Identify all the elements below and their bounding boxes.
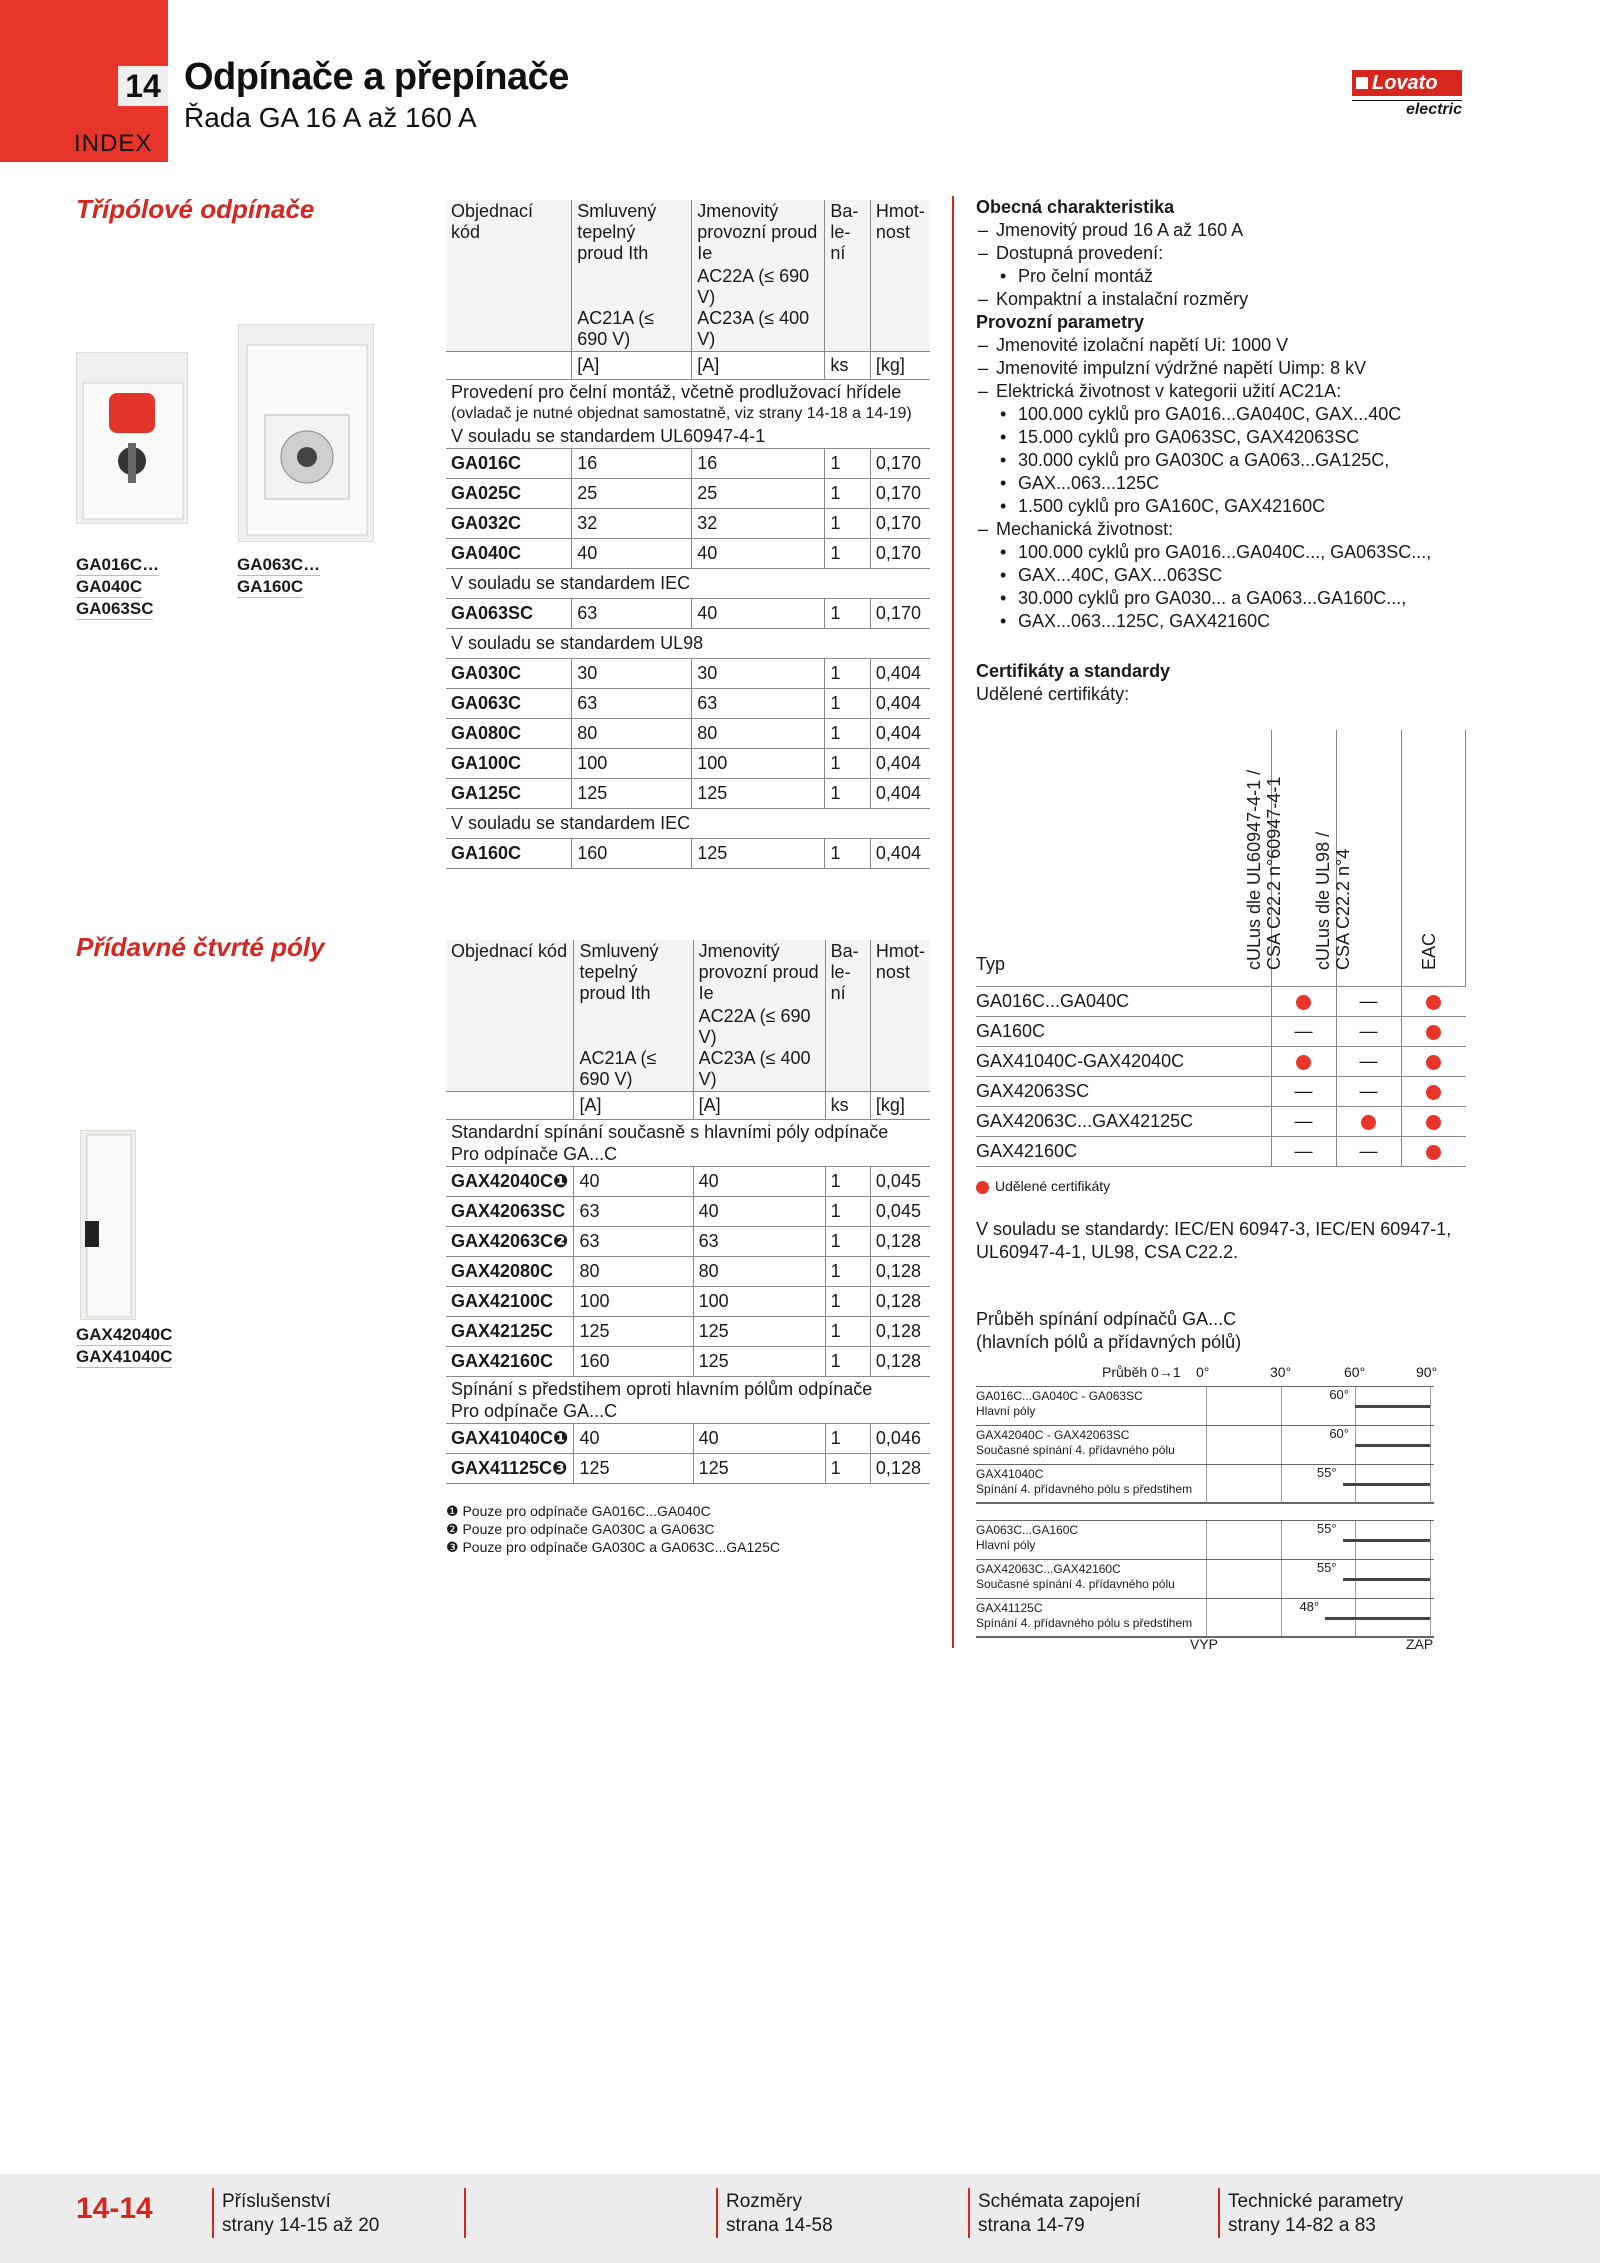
- cell-value: 1: [825, 1317, 870, 1347]
- cell-value: 0,128: [870, 1257, 930, 1287]
- cert-col-eac: EAC: [1419, 932, 1439, 970]
- image-labels-aux: GAX42040C GAX41040C: [76, 1325, 173, 1366]
- characteristic-item: • GAX...063...125C, GAX42160C: [976, 610, 1476, 633]
- cell-value: 100: [693, 1287, 825, 1317]
- cell-value: 100: [574, 1287, 693, 1317]
- cell-value: 0,404: [870, 689, 930, 719]
- cell-value: 1: [825, 659, 871, 689]
- switching-angle: 60°: [1329, 1387, 1349, 1402]
- footnotes: ❶ Pouze pro odpínače GA016C...GA040C ❷ Pouze pro odpínače GA030C a GA063C ❸ Pouze pro odpínače GA030C a GA063C...GA125C: [446, 1503, 780, 1555]
- cell-value: 1: [825, 1167, 870, 1197]
- order-code: GA025C: [446, 479, 572, 509]
- column-divider: [952, 196, 954, 1648]
- cert-col-culus-ul98: cULus dle UL98 / CSA C22.2 n°4: [1313, 831, 1353, 970]
- cert-type: GA016C...GA040C: [976, 987, 1271, 1017]
- certified-dot-icon: [1426, 1025, 1441, 1040]
- cert-row: GA016C...GA040C —: [976, 987, 1466, 1017]
- cell-value: 16: [692, 449, 825, 479]
- cell-value: 1: [825, 1257, 870, 1287]
- cell-value: 0,128: [870, 1287, 930, 1317]
- characteristic-item: – Jmenovité impulzní výdržné napětí Uimp: 8 kV: [976, 357, 1476, 380]
- cell-value: 1: [825, 1227, 870, 1257]
- table-row: [446, 1347, 930, 1377]
- cell-value: 0,404: [870, 779, 930, 809]
- col-header-ith: Smluvený tepelný proud Ith: [572, 200, 692, 265]
- characteristic-item: – Mechanická životnost:: [976, 518, 1476, 541]
- cell-value: 1: [825, 509, 871, 539]
- cell-value: 1: [825, 839, 871, 869]
- cell-value: 32: [692, 509, 825, 539]
- characteristic-item: • 100.000 cyklů pro GA016...GA040C..., GA063SC...,: [976, 541, 1476, 564]
- cell-value: 0,046: [870, 1424, 930, 1454]
- order-code: GA063C: [446, 689, 572, 719]
- switching-row: GAX41125C Spínání 4. přídavného pólu s předstihem 48°: [976, 1599, 1434, 1638]
- cell-value: 0,170: [870, 599, 930, 629]
- certified-dot-icon: [1426, 1055, 1441, 1070]
- cell-value: 1: [825, 749, 871, 779]
- table-row: [446, 659, 930, 689]
- cell-value: 63: [572, 689, 692, 719]
- switching-row: GAX42040C - GAX42063SC Současné spínání 4. přídavného pólu 60°: [976, 1426, 1434, 1465]
- chapter-number: 14: [118, 66, 168, 106]
- page-subtitle: Řada GA 16 A až 160 A: [184, 102, 477, 133]
- cell-value: 1: [825, 1347, 870, 1377]
- aux-pole-image: [81, 1131, 137, 1321]
- cell-value: 80: [574, 1257, 693, 1287]
- order-code: GA040C: [446, 539, 572, 569]
- order-code: GAX41040C❶: [446, 1424, 574, 1454]
- order-code: GAX42063SC: [446, 1197, 574, 1227]
- cert-legend: Udělené certifikáty: [976, 1178, 1110, 1194]
- cell-value: 160: [572, 839, 692, 869]
- col-header-weight: Hmot-nost: [875, 201, 925, 242]
- table-row: [446, 779, 930, 809]
- cell-value: 1: [825, 689, 871, 719]
- cell-value: 30: [692, 659, 825, 689]
- order-table-aux-poles: Objednací kód Smluvený tepelný proud Ith Jmenovitý provozní proud Ie Ba-le-ní Hmot-nost AC21A (≤ 690 V) AC22A (≤ 690 V) AC23A (≤ 400 V) [A] [A] ks [kg] Standardní spínání současně s hlavními póly odpínače Pro odpínače GA...C GAX42040C❶ 40 40 1 0,045 GAX42063SC 63 40 1 0,045 GAX42063C❷ 63 63 1 0,128 GAX42080C 80 80 1 0,128 GAX42100C 100 100 1 0,128 GAX42125C 125 125 1 0,128 GAX42160C 160 125 1 0,128 Spínání s předstihem oproti hlavním pólům odpínače Pro odpínače GA...C GAX41040C❶ 40 40 1 0,046 GAX41125C❸ 125 125 1 0,128: [446, 940, 930, 1484]
- cell-value: 1: [825, 539, 871, 569]
- certified-dot-icon: [1361, 1115, 1376, 1130]
- characteristic-item: • 30.000 cyklů pro GA030... a GA063...GA160C...,: [976, 587, 1476, 610]
- switching-row: GA016C...GA040C - GA063SC Hlavní póly 60°: [976, 1387, 1434, 1426]
- table-row: [446, 1317, 930, 1347]
- certified-dot-icon: [1296, 995, 1311, 1010]
- table-row: [446, 599, 930, 629]
- cell-value: 40: [692, 599, 825, 629]
- cell-value: 125: [693, 1317, 825, 1347]
- order-code: GAX42080C: [446, 1257, 574, 1287]
- table-row: [446, 839, 930, 869]
- cell-value: 63: [693, 1227, 825, 1257]
- table-row: [446, 449, 930, 479]
- certificates-table: [976, 730, 1466, 1164]
- cell-value: 1: [825, 1197, 870, 1227]
- switching-angle: 60°: [1329, 1426, 1349, 1441]
- cert-row: GAX41040C-GAX42040C —: [976, 1047, 1466, 1077]
- cell-value: 1: [825, 479, 871, 509]
- order-code: GAX41125C❸: [446, 1454, 574, 1484]
- table-row: [446, 1167, 930, 1197]
- characteristic-item: – Kompaktní a instalační rozměry: [976, 288, 1476, 311]
- cell-value: 80: [693, 1257, 825, 1287]
- cert-typ-label: Typ: [976, 954, 1006, 974]
- cell-value: 1: [825, 1454, 870, 1484]
- product-image-gax42040c: [80, 1130, 136, 1320]
- cert-row: GAX42063C...GAX42125C —: [976, 1107, 1466, 1137]
- general-characteristics: Obecná charakteristika – Jmenovitý proud 16 A až 160 A – Dostupná provedení: • Pro čelní montáž – Kompaktní a instalační rozměry Provozní parametry – Jmenovité izolační napětí Ui: 1000 V – Jmenovité impulzní výdržné napětí Uimp: 8 kV – Elektrická životnost v kategorii užití AC21A: • 100.000 cyklů pro GA016...GA040C, GAX...40C • 15.000 cyklů pro GA063SC, GAX42063SC • 30.000 cyklů pro GA030C a GA063...GA125C, • GAX...063...125C • 1.500 cyklů pro GA160C, GAX42160C – Mechanická životnost: • 100.000 cyklů pro GA016...GA040C..., GA063SC..., • GAX...40C, GAX...063SC • 30.000 cyklů pro GA030... a GA063...GA160C..., • GAX...063...125C, GAX42160C: [976, 196, 1476, 633]
- certificates-heading: Certifikáty a standardy Udělené certifikáty:: [976, 661, 1171, 704]
- cell-value: 40: [693, 1167, 825, 1197]
- order-code: GA016C: [446, 449, 572, 479]
- order-code: GAX42040C❶: [446, 1167, 574, 1197]
- cell-value: 40: [574, 1167, 693, 1197]
- certified-dot-icon: [1426, 995, 1441, 1010]
- cert-type: GAX42063SC: [976, 1077, 1271, 1107]
- cell-value: 1: [825, 719, 871, 749]
- certified-dot-icon: [1426, 1085, 1441, 1100]
- certified-dot-icon: [1426, 1145, 1441, 1160]
- table-row: [446, 1227, 930, 1257]
- table-row: [446, 1424, 930, 1454]
- order-code: GAX42063C❷: [446, 1227, 574, 1257]
- table-row: [446, 749, 930, 779]
- characteristic-item: – Jmenovitý proud 16 A až 160 A: [976, 219, 1476, 242]
- cell-value: 32: [572, 509, 692, 539]
- order-code: GA030C: [446, 659, 572, 689]
- footer-link-dimensions[interactable]: Rozměry strana 14-58: [726, 2191, 833, 2236]
- cell-value: 125: [572, 779, 692, 809]
- cert-row: GAX42160C — —: [976, 1137, 1466, 1167]
- cell-value: 63: [574, 1227, 693, 1257]
- cell-value: 125: [693, 1347, 825, 1377]
- cell-value: 0,170: [870, 449, 930, 479]
- cell-value: 0,404: [870, 749, 930, 779]
- sub-ith: AC21A (≤ 690 V): [572, 265, 692, 352]
- switch-large-image: [239, 325, 375, 543]
- product-image-ga016c: [76, 352, 188, 524]
- cell-value: 40: [572, 539, 692, 569]
- certified-dot-icon: [1426, 1115, 1441, 1130]
- characteristic-item: • GAX...063...125C: [976, 472, 1476, 495]
- cell-value: 0,128: [870, 1454, 930, 1484]
- characteristic-item: – Dostupná provedení:: [976, 242, 1476, 265]
- table-row: [446, 1287, 930, 1317]
- order-code: GAX42125C: [446, 1317, 574, 1347]
- cell-value: 40: [692, 539, 825, 569]
- cell-value: 1: [825, 449, 871, 479]
- switching-title: Průběh spínání odpínačů GA...C (hlavních pólů a přídavných pólů): [976, 1309, 1242, 1352]
- characteristic-item: • 1.500 cyklů pro GA160C, GAX42160C: [976, 495, 1476, 518]
- switching-bar: [1343, 1539, 1430, 1542]
- footer-link-accessories[interactable]: Příslušenství strany 14-15 až 20: [222, 2191, 380, 2236]
- table-row: [446, 689, 930, 719]
- characteristic-item: • Pro čelní montáž: [976, 265, 1476, 288]
- cell-value: 100: [692, 749, 825, 779]
- cell-value: 125: [574, 1454, 693, 1484]
- cell-value: 0,404: [870, 839, 930, 869]
- cell-value: 63: [572, 599, 692, 629]
- cell-value: 80: [572, 719, 692, 749]
- switching-bar: [1355, 1405, 1430, 1408]
- order-code: GA125C: [446, 779, 572, 809]
- footer-link-wiring[interactable]: Schémata zapojení strana 14-79: [978, 2191, 1141, 2236]
- image-labels-left: GA016C… GA040C GA063SC: [76, 555, 160, 618]
- switching-row: GAX42063C...GAX42160C Současné spínání 4. přídavného pólu 55°: [976, 1560, 1434, 1599]
- cell-value: 0,404: [870, 659, 930, 689]
- order-code: GA100C: [446, 749, 572, 779]
- page-title: Odpínače a přepínače: [184, 56, 569, 98]
- cert-row: GAX42063SC — —: [976, 1077, 1466, 1107]
- switching-angle: 55°: [1316, 1465, 1337, 1480]
- cell-value: 1: [825, 599, 871, 629]
- order-code: GA063SC: [446, 599, 572, 629]
- order-table-tripolar: Objednací kód Smluvený tepelný proud Ith Jmenovitý provozní proud Ie Ba-le-ní Hmot-nost AC21A (≤ 690 V) AC22A (≤ 690 V) AC23A (≤ 400 V) [A] [A] ks [kg] Provedení pro čelní montáž, včetně prodlužovací hřídele (ovladač je nutné objednat samostatně, viz strany 14-18 a 14-19) V souladu se standardem UL60947-4-1 GA016C 16 16 1 0,170 GA025C 25 25 1 0,170 GA032C 32 32 1 0,170 GA040C 40 40 1 0,170 V souladu se standardem IEC GA063SC 63 40 1 0,170 V souladu se standardem UL98 GA030C 30 30 1 0,404 GA063C 63 63 1 0,404 GA080C 80 80 1 0,404 GA100C 100 100 1 0,404 GA125C 125 125 1 0,404 V souladu se standardem IEC GA160C 160 125 1 0,404: [446, 200, 930, 869]
- order-code: GA160C: [446, 839, 572, 869]
- cell-value: 0,170: [870, 539, 930, 569]
- cell-value: 63: [692, 689, 825, 719]
- cell-value: 125: [692, 839, 825, 869]
- characteristic-item: • 30.000 cyklů pro GA030C a GA063...GA125C,: [976, 449, 1476, 472]
- order-code: GAX42160C: [446, 1347, 574, 1377]
- standards-text: V souladu se standardy: IEC/EN 60947-3, IEC/EN 60947-1, UL60947-4-1, UL98, CSA C22.2.: [976, 1219, 1452, 1262]
- cert-type: GA160C: [976, 1017, 1271, 1047]
- switch-small-image: [77, 353, 189, 525]
- characteristic-item: • 15.000 cyklů pro GA063SC, GAX42063SC: [976, 426, 1476, 449]
- cert-type: GAX42063C...GAX42125C: [976, 1107, 1271, 1137]
- switching-bar: [1343, 1483, 1430, 1486]
- cell-value: 0,170: [870, 479, 930, 509]
- cert-type: GAX41040C-GAX42040C: [976, 1047, 1271, 1077]
- lovato-logo: Lovato electric: [1352, 70, 1462, 119]
- cell-value: 30: [572, 659, 692, 689]
- cell-value: 63: [574, 1197, 693, 1227]
- cell-value: 40: [574, 1424, 693, 1454]
- switching-angle: 48°: [1299, 1599, 1320, 1614]
- cell-value: 25: [572, 479, 692, 509]
- cell-value: 0,045: [870, 1197, 930, 1227]
- footer-link-tech-params[interactable]: Technické parametry strany 14-82 a 83: [1228, 2191, 1404, 2236]
- cell-value: 0,128: [870, 1347, 930, 1377]
- order-code: GA032C: [446, 509, 572, 539]
- cert-rows: [976, 986, 1466, 1167]
- switching-diagram: Průběh 0→1 0° 30° 60° 90° GA016C...GA040C - GA063SC Hlavní póly 60° GAX42040C - GAX42063SC Současné spínání 4. přídavného pólu 60° GAX41040C Spínání 4. přídavného pólu s předstihem 55° GA063C...GA160C Hlavní póly 55° GAX42063C...GAX42160C Současné spínání 4. přídavného pólu 55° GAX41125C Spínání 4. přídavného pólu s předstihem 48° VYP ZAP: [976, 1364, 1438, 1652]
- cell-value: 0,404: [870, 719, 930, 749]
- certified-dot-icon: [1296, 1055, 1311, 1070]
- characteristic-item: • GAX...40C, GAX...063SC: [976, 564, 1476, 587]
- table-row: [446, 509, 930, 539]
- cell-value: 100: [572, 749, 692, 779]
- sub-ie: AC22A (≤ 690 V) AC23A (≤ 400 V): [692, 265, 825, 352]
- cell-value: 16: [572, 449, 692, 479]
- cell-value: 125: [574, 1317, 693, 1347]
- cell-value: 0,045: [870, 1167, 930, 1197]
- switching-bar: [1343, 1578, 1430, 1581]
- index-link[interactable]: INDEX: [74, 130, 153, 157]
- cell-value: 125: [693, 1454, 825, 1484]
- cell-value: 1: [825, 1424, 870, 1454]
- cell-value: 0,128: [870, 1227, 930, 1257]
- cell-value: 0,128: [870, 1317, 930, 1347]
- section-title-fourth-pole: Přídavné čtvrté póly: [76, 932, 325, 962]
- cell-value: 160: [574, 1347, 693, 1377]
- cert-type: GAX42160C: [976, 1137, 1271, 1167]
- col-header-pack: Ba-le-ní: [825, 200, 871, 265]
- cell-value: 1: [825, 779, 871, 809]
- section-title-tripolar: Třípólové odpínače: [76, 194, 315, 224]
- characteristic-item: • 100.000 cyklů pro GA016...GA040C, GAX...40C: [976, 403, 1476, 426]
- cell-value: 0,170: [870, 509, 930, 539]
- table-row: [446, 1454, 930, 1484]
- cell-value: 80: [692, 719, 825, 749]
- cert-row: GA160C — —: [976, 1017, 1466, 1047]
- characteristic-item: – Elektrická životnost v kategorii užití AC21A:: [976, 380, 1476, 403]
- order-code: GA080C: [446, 719, 572, 749]
- col-header-ie: Jmenovitý provozní proud Ie: [692, 200, 825, 265]
- cert-col-culus-60947: cULus dle UL60947-4-1 / CSA C22.2 n°60947-4-1: [1244, 769, 1284, 970]
- cell-value: 1: [825, 1287, 870, 1317]
- switching-angle: 55°: [1316, 1521, 1337, 1536]
- page-number: 14-14: [76, 2192, 153, 2225]
- table-row: [446, 1197, 930, 1227]
- switching-bar: [1325, 1617, 1430, 1620]
- characteristic-item: – Jmenovité izolační napětí Ui: 1000 V: [976, 334, 1476, 357]
- switching-angle: 55°: [1316, 1560, 1337, 1575]
- product-image-ga063c: [238, 324, 374, 542]
- cell-value: 40: [693, 1424, 825, 1454]
- switching-row: GAX41040C Spínání 4. přídavného pólu s předstihem 55°: [976, 1465, 1434, 1504]
- cell-value: 25: [692, 479, 825, 509]
- table-row: [446, 479, 930, 509]
- table-row: [446, 719, 930, 749]
- switching-row: GA063C...GA160C Hlavní póly 55°: [976, 1521, 1434, 1560]
- col-header-code: Objednací kód: [446, 200, 572, 265]
- image-labels-right: GA063C… GA160C: [237, 555, 321, 596]
- switching-bar: [1355, 1444, 1430, 1447]
- cell-value: 40: [693, 1197, 825, 1227]
- table-row: [446, 1257, 930, 1287]
- table-row: [446, 539, 930, 569]
- cell-value: 125: [692, 779, 825, 809]
- order-code: GAX42100C: [446, 1287, 574, 1317]
